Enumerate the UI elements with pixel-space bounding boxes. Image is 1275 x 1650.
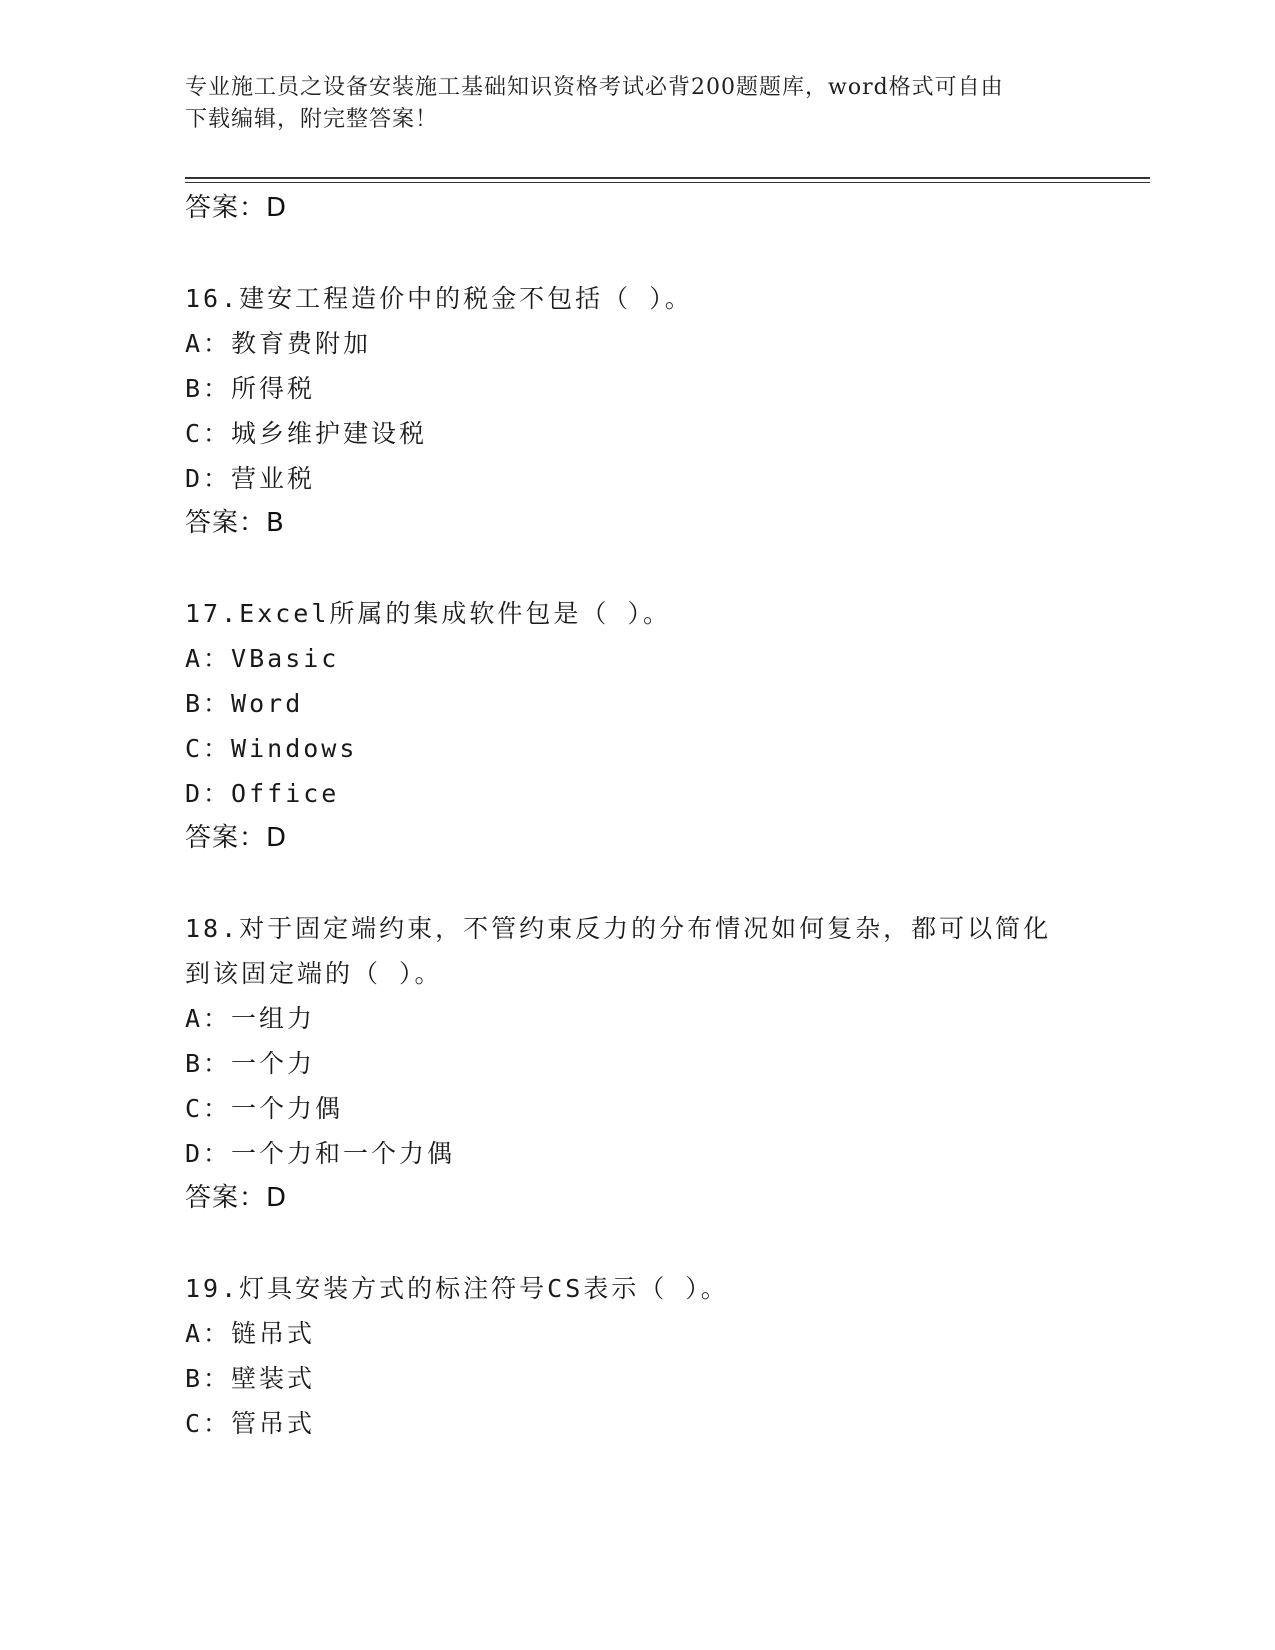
option-b: B：一个力: [185, 1049, 316, 1078]
question-stem: 16.建安工程造价中的税金不包括（ ）。: [185, 284, 693, 313]
spacer: [185, 1221, 1085, 1266]
question-stem: 19.灯具安装方式的标注符号CS表示（ ）。: [185, 1274, 729, 1303]
question-block-18: [185, 906, 1085, 1221]
option-b: B：所得税: [185, 374, 316, 403]
option-a: A：链吊式: [185, 1319, 316, 1348]
answer-line: 答案：D: [185, 823, 288, 853]
spacer: [185, 546, 1085, 591]
spacer: [185, 231, 1085, 276]
option-a: A：教育费附加: [185, 329, 372, 358]
answer-line: 答案：D: [185, 1183, 288, 1213]
option-a: A：一组力: [185, 1004, 316, 1033]
header-rule-thick: [185, 177, 1150, 179]
option-b: B：壁装式: [185, 1364, 316, 1393]
question-stem: 17.Excel所属的集成软件包是（ ）。: [185, 599, 671, 628]
question-block-19: [185, 1266, 1085, 1446]
answer-line: 答案：B: [185, 508, 285, 538]
question-block-17: [185, 591, 1085, 861]
option-d: D：Office: [185, 779, 340, 808]
question-block-16: [185, 276, 1085, 546]
header-line-1: 专业施工员之设备安装施工基础知识资格考试必背200题题库，word格式可自由: [185, 75, 1004, 100]
question-stem: 18.对于固定端约束，不管约束反力的分布情况如何复杂，都可以简化到该固定端的（ ）。: [185, 914, 1052, 988]
option-a: A：VBasic: [185, 644, 340, 673]
option-d: D：营业税: [185, 464, 316, 493]
spacer: [185, 861, 1085, 906]
document-body: [185, 186, 1085, 1446]
option-b: B：Word: [185, 689, 304, 718]
document-header: [185, 72, 1075, 136]
header-rule-thin: [185, 182, 1150, 183]
option-c: C：一个力偶: [185, 1094, 344, 1123]
option-c: C：Windows: [185, 734, 358, 763]
header-line-2: 下载编辑，附完整答案！: [185, 107, 439, 132]
answer-line: 答案：D: [185, 193, 288, 223]
option-c: C：管吊式: [185, 1409, 316, 1438]
option-d: D：一个力和一个力偶: [185, 1139, 456, 1168]
option-c: C：城乡维护建设税: [185, 419, 428, 448]
